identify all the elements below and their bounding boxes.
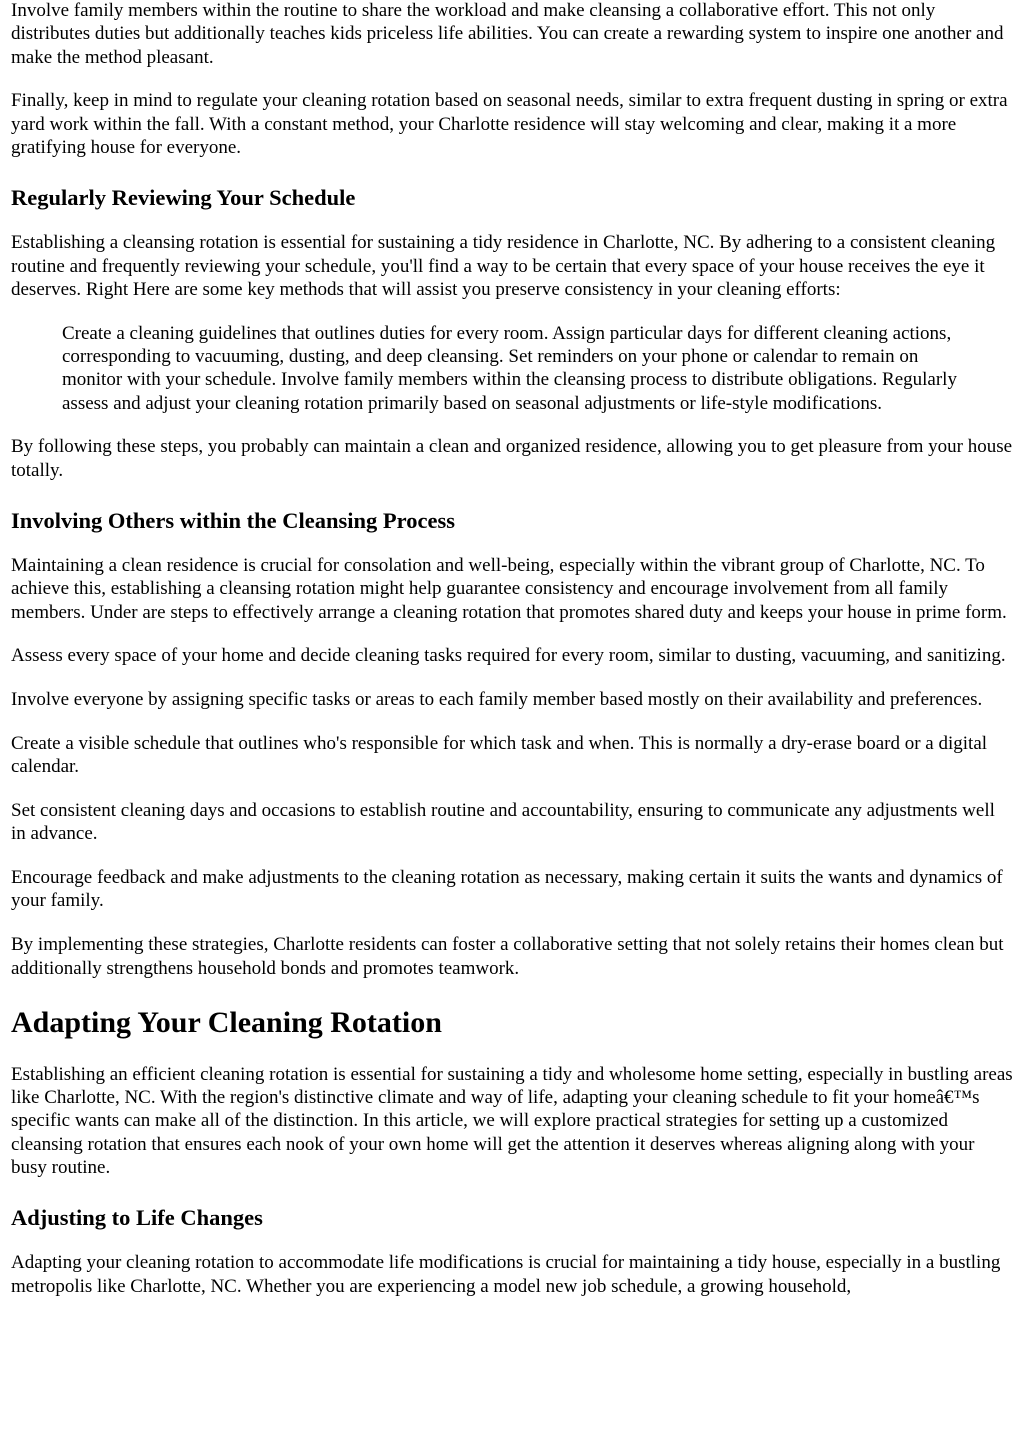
- paragraph: Finally, keep in mind to regulate your cleaning rotation based on seasonal needs, similar to extra frequent dusting in spring or extra yard work within the fall. With a constant method, your Charlotte residence will stay welcoming and clear, making it a more gratifying house for everyone.: [11, 90, 1008, 158]
- paragraph: Encourage feedback and make adjustments to the cleaning rotation as necessary, making certain it suits the wants and dynamics of your family.: [11, 867, 1003, 912]
- paragraph: Adapting your cleaning rotation to accommodate life modifications is crucial for maintaining a tidy house, especially in a bustling metropolis like Charlotte, NC. Whether you are experiencing a model new job schedule, a growing household,: [11, 1252, 1001, 1297]
- paragraph: By implementing these strategies, Charlotte residents can foster a collaborative setting that not solely retains their homes clean but additionally strengthens household bonds and promotes teamwork.: [11, 934, 1004, 979]
- paragraph: Establishing a cleansing rotation is essential for sustaining a tidy residence in Charlotte, NC. By adhering to a consistent cleaning routine and frequently reviewing your schedule, you'll find a way to be certain that every space of your house receives the eye it deserves. Right Here are some key methods that will assist you preserve consistency in your cleaning efforts:: [11, 232, 996, 300]
- paragraph: Assess every space of your home and decide cleaning tasks required for every room, similar to dusting, vacuuming, and sanitizing.: [11, 645, 1006, 667]
- blockquote: Create a cleaning guidelines that outlines duties for every room. Assign particular days for different cleaning actions, corresponding to vacuuming, dusting, and deep cleansing. Set reminders on your phone or calendar to remain on monitor with your schedule. Involve family members within the cleansing process to distribute obligations. Regularly assess and adjust your cleaning rotation primarily based on seasonal adjustments or life-style modifications.: [62, 322, 957, 414]
- section-heading-involving: Involving Others within the Cleansing Process: [11, 507, 455, 533]
- paragraph: Involve family members within the routine to share the workload and make cleansing a collaborative effort. This not only distributes duties but additionally teaches kids priceless life abilities. You can create a rewarding system to inspire one another and make the method pleasant.: [11, 0, 1004, 68]
- section-heading-adapting: Adapting Your Cleaning Rotation: [11, 1005, 442, 1039]
- paragraph: Involve everyone by assigning specific tasks or areas to each family member based mostly on their availability and preferences.: [11, 689, 983, 711]
- section-heading-adjusting: Adjusting to Life Changes: [11, 1205, 263, 1231]
- paragraph: Establishing an efficient cleaning rotation is essential for sustaining a tidy and wholesome home setting, especially in bustling areas like Charlotte, NC. With the region's distinctive climate and way of life, adapting your cleaning schedule to fit your homeâ€™s specific wants can make all of the distinction. In this article, we will explore practical strategies for setting up a customized cleansing rotation that ensures each nook of your own home will get the attention it deserves whereas aligning along with your busy routine.: [11, 1063, 1013, 1178]
- paragraph: Create a visible schedule that outlines who's responsible for which task and when. This is normally a dry-erase board or a digital calendar.: [11, 732, 988, 778]
- paragraph: Set consistent cleaning days and occasions to establish routine and accountability, ensuring to communicate any adjustments well in advance.: [11, 800, 995, 845]
- section-heading-reviewing: Regularly Reviewing Your Schedule: [11, 185, 356, 211]
- paragraph: By following these steps, you probably can maintain a clean and organized residence, allowing you to get pleasure from your house totally.: [11, 436, 1013, 481]
- paragraph: Maintaining a clean residence is crucial for consolation and well-being, especially within the vibrant group of Charlotte, NC. To achieve this, establishing a cleansing rotation might help guarantee consistency and encourage involvement from all family members. Under are steps to effectively arrange a cleaning rotation that promotes shared duty and keeps your house in prime form.: [11, 554, 1007, 623]
